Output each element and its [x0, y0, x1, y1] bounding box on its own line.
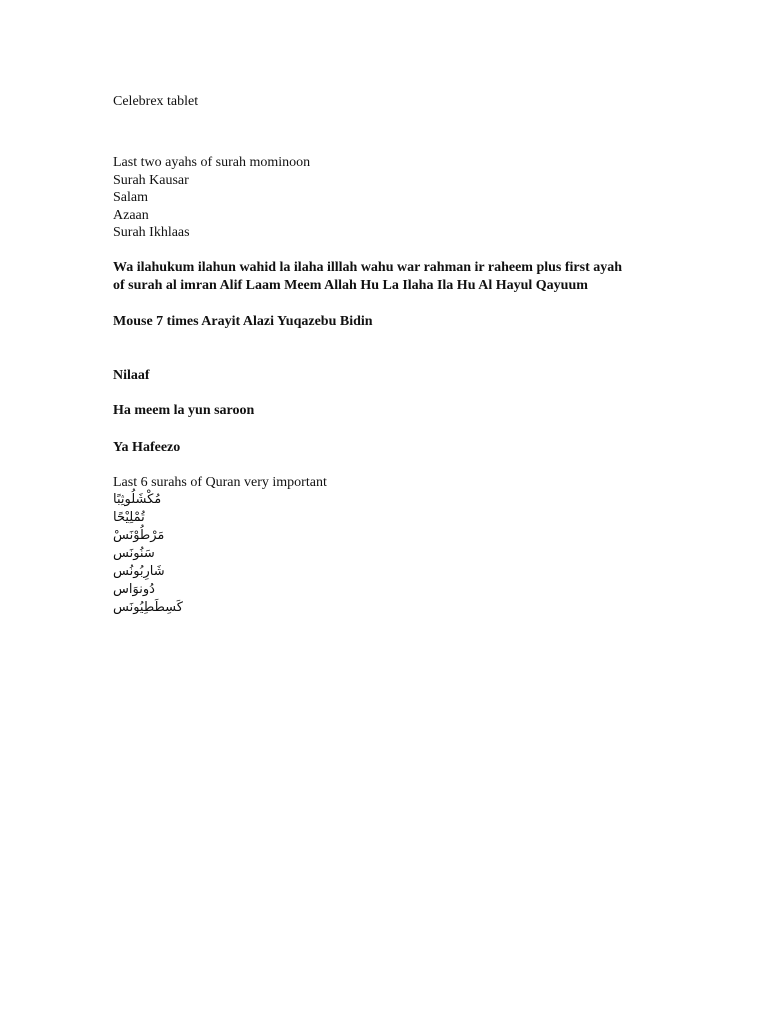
list-item: Surah Kausar: [113, 172, 189, 188]
last-surahs-note: Last 6 surahs of Quran very important: [113, 474, 327, 490]
arabic-line: مَرْطُوْنَسْ: [113, 528, 165, 544]
arabic-line: تُمْلِيْحًا: [113, 510, 145, 526]
spacer: [113, 457, 643, 474]
document-title: Celebrex tablet: [113, 94, 199, 109]
surah-list: [113, 154, 643, 242]
heading-ya-hafeezo: Ya Hafeezo: [113, 439, 181, 455]
spacer: [113, 420, 643, 439]
list-item: Surah Ikhlaas: [113, 225, 190, 241]
document-content: [113, 93, 643, 617]
arabic-names-list: [113, 491, 643, 617]
list-item: Azaan: [113, 207, 149, 223]
spacer: [113, 242, 643, 259]
heading-nilaaf: Nilaaf: [113, 367, 150, 383]
heading-ha-meem: Ha meem la yun saroon: [113, 403, 255, 419]
list-item: Last two ayahs of surah mominoon: [113, 155, 311, 170]
spacer: [113, 384, 643, 402]
bold-paragraph-mouse: Mouse 7 times Arayit Alazi Yuqazebu Bidin: [113, 314, 373, 330]
bold-paragraph-wa-ilahukum: Wa ilahukum ilahun wahid la ilaha illlah wahu war rahman ir raheem plus first ayah of surah al imran Alif Laam Meem Allah Hu La Ilaha Ila Hu Al Hayul Qayuum: [113, 259, 623, 293]
arabic-line: كَسِطَطِيُونَس: [113, 600, 183, 616]
arabic-line: شَارِبُونُس: [113, 564, 165, 580]
spacer: [113, 331, 643, 367]
list-item: Salam: [113, 190, 148, 206]
arabic-line: دُونوَاس: [113, 582, 155, 598]
spacer: [113, 294, 643, 313]
arabic-line: مُكْشَلُوثِبًا: [113, 492, 162, 508]
spacer: [113, 110, 643, 154]
arabic-line: سَنُونَس: [113, 546, 155, 562]
